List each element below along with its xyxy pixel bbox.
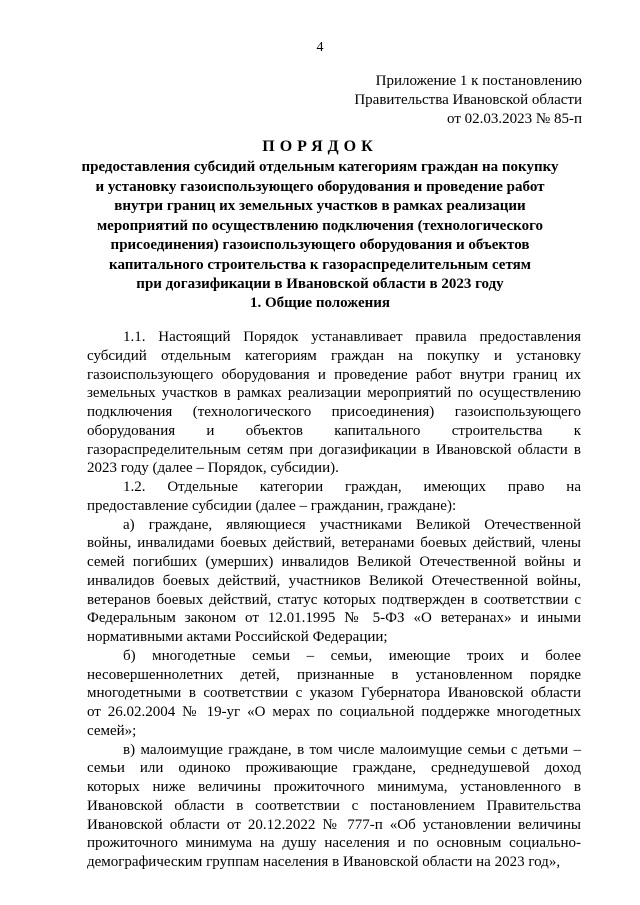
body-line: 1.2. Отдельные категории граждан, имеющих право на xyxy=(123,479,581,495)
body-line: Ивановской области от 20.12.2022 № 777-п «Об установлении величины xyxy=(87,816,581,833)
body-line: семей»; xyxy=(87,722,137,739)
body-line: несовершеннолетних детей, признанные в установленном порядке xyxy=(87,666,581,683)
annex-reference xyxy=(354,72,582,129)
body-line: семей погибших (умерших) инвалидов Великой Отечественной войны и xyxy=(87,554,581,570)
subtitle-line: присоединения) газоиспользующего оборудования и объектов xyxy=(110,237,530,253)
body-line: в) малоимущие граждане, в том числе малоимущие семьи с детьми – xyxy=(123,741,581,758)
body-line: Федеральным законом от 12.01.1995 № 5-ФЗ «О ветеранах» и иными xyxy=(87,610,581,627)
body-line: земельных участков в рамках реализации мероприятий по осуществлению xyxy=(87,385,581,402)
body-line: демографическим группам населения в Ивановской области на 2023 год», xyxy=(87,854,561,870)
body-line: многодетными в соответствии с указом Губернатора Ивановской области xyxy=(87,685,581,702)
page-number: 4 xyxy=(316,40,324,55)
subtitle-line: капитального строительства к газораспределительным сетям xyxy=(109,256,531,273)
body-line: которых ниже величины прожиточного минимума, установленного в xyxy=(87,779,581,795)
body-line: 1.1. Настоящий Порядок устанавливает правила предоставления xyxy=(123,329,581,345)
body-line: 2023 году (далее – Порядок, субсидии). xyxy=(87,460,339,477)
body-line: субсидий отдельным категориям граждан на покупку и установку xyxy=(87,347,581,364)
body-line: б) многодетные семьи – семьи, имеющие троих и более xyxy=(123,647,581,664)
body-line: от 26.02.2004 № 19-уг «О мерах по социальной поддержке многодетных xyxy=(87,704,581,720)
body-line: оборудования и объектов капитального строительства к xyxy=(87,422,581,439)
body-line: предоставление субсидии (далее – гражданин, граждане): xyxy=(87,497,457,514)
annex-line: от 02.03.2023 № 85-п xyxy=(447,111,582,127)
subtitle-line: и установку газоиспользующего оборудования и проведение работ xyxy=(95,178,545,195)
body-line: а) граждане, являющиеся участниками Великой Отечественной xyxy=(123,516,581,533)
section-heading: 1. Общие положения xyxy=(249,295,391,311)
annex-line: Правительства Ивановской области xyxy=(354,92,582,108)
body-line: подключения (технологического присоединения) газоиспользующего xyxy=(87,404,581,420)
annex-line: Приложение 1 к постановлению xyxy=(375,73,582,89)
document-title: ПОРЯДОК xyxy=(262,138,378,155)
body-line: войны, инвалидами боевых действий, ветеранами боевых действий, члены xyxy=(87,535,581,552)
body-line: нормативными актами Российской Федерации; xyxy=(87,629,388,645)
subtitle-line: при догазификации в Ивановской области в 2023 году xyxy=(136,276,504,292)
body-text xyxy=(87,328,581,872)
body-line: инвалидов боевых действий, участников Великой Отечественной войны, xyxy=(87,572,581,589)
body-line: газораспределительным сетям при догазификации в Ивановской области в xyxy=(87,441,581,458)
document-subtitle xyxy=(60,158,580,295)
body-line: газоиспользующего оборудования и проведение работ внутри границ их xyxy=(87,366,581,383)
body-line: прожиточного минимума на душу населения и по основным социально- xyxy=(87,835,581,852)
subtitle-line: мероприятий по осуществлению подключения (технологического xyxy=(96,217,544,234)
subtitle-line: предоставления субсидий отдельным категориям граждан на покупку xyxy=(81,159,559,175)
subtitle-line: внутри границ их земельных участков в рамках реализации xyxy=(114,198,526,214)
body-line: семьи или одиноко проживающие граждане, среднедушевой доход xyxy=(87,760,581,777)
body-line: Ивановской области в соответствии с постановлением Правительства xyxy=(87,797,581,814)
body-line: ветеранов боевых действий, статус которых подтвержден в соответствии с xyxy=(87,591,581,608)
